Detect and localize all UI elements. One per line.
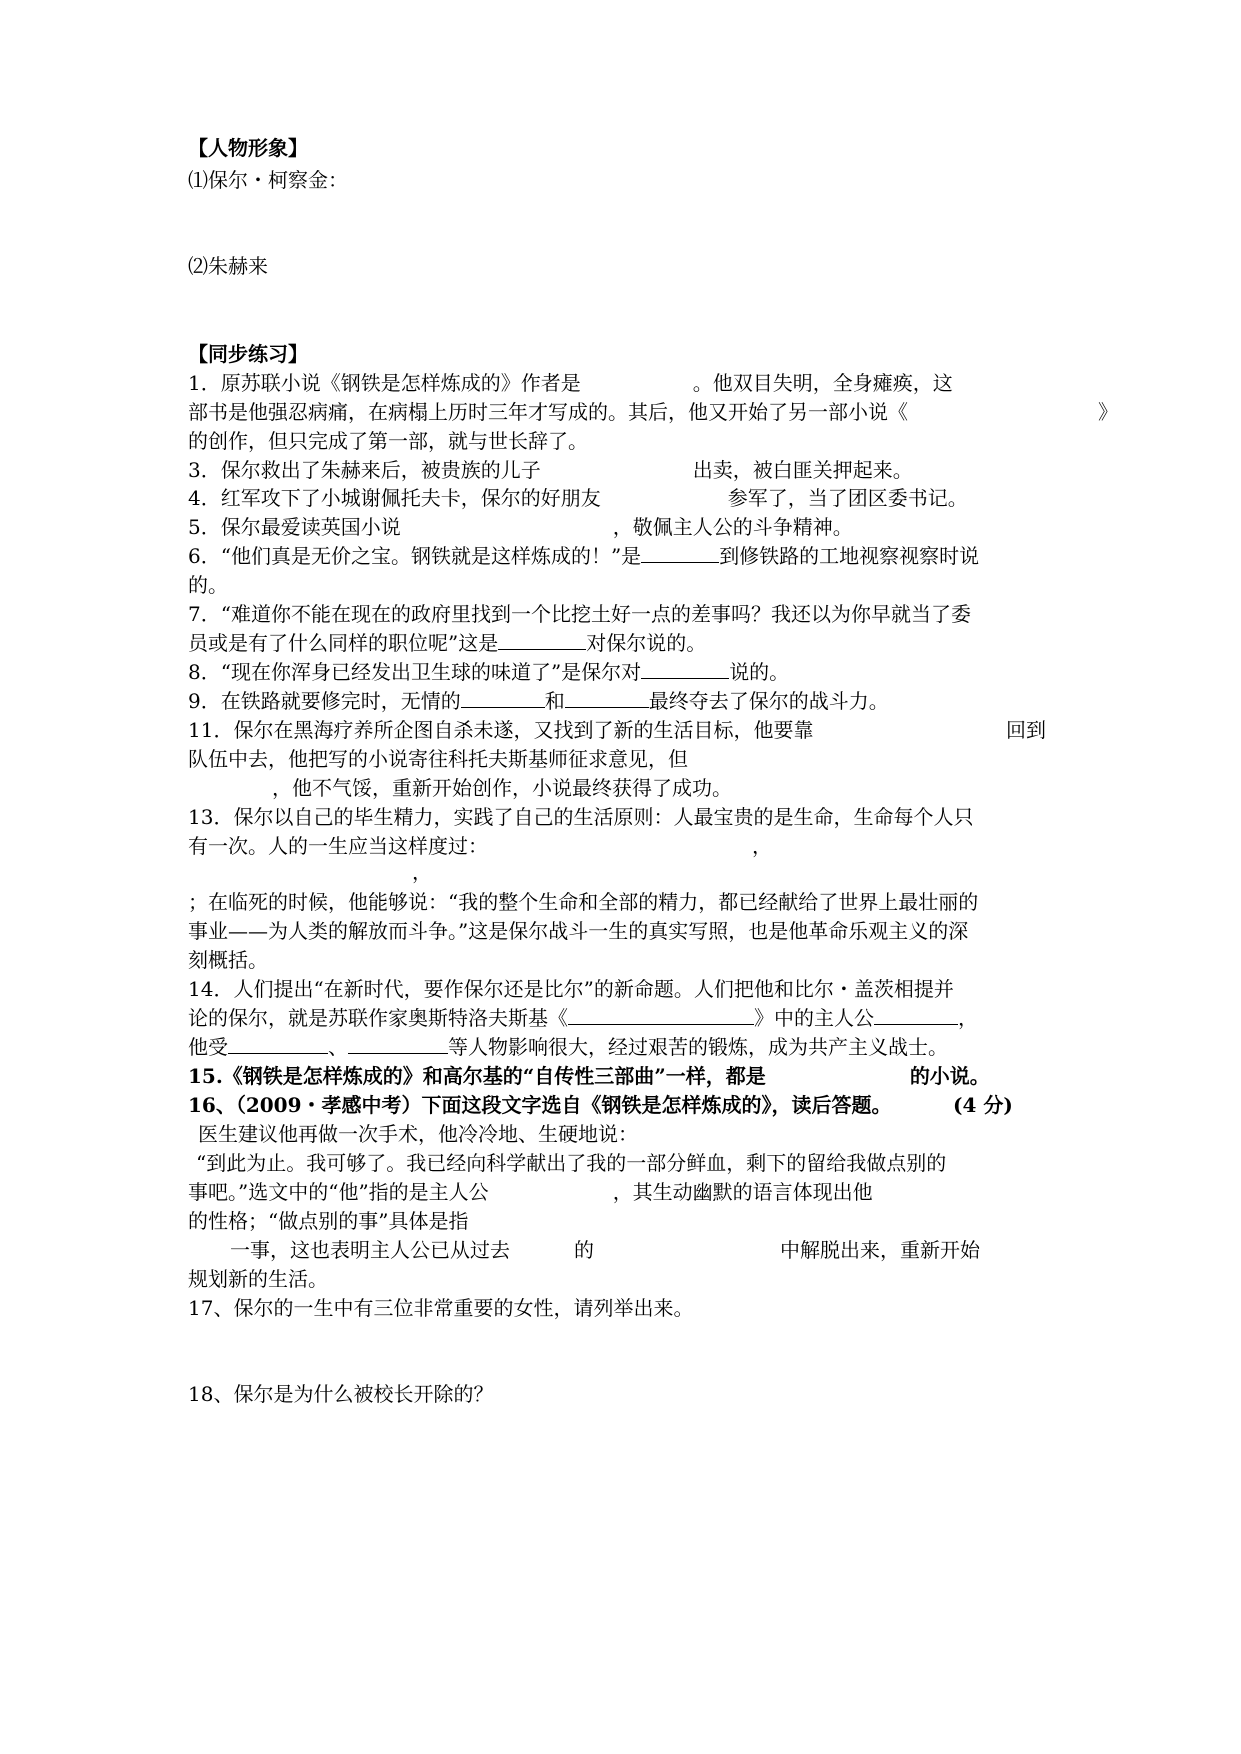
q16-score: (4 分) <box>953 1093 1013 1117</box>
practice-heading: 【同步练习】 <box>188 342 308 366</box>
q13-line5: 事业——为人类的解放而斗争。”这是保尔战斗一生的真实写照，也是他革命乐观主义的深 <box>188 919 969 943</box>
q13-line4: ；在临死的时候，他能够说：“我的整个生命和全部的精力，都已经献给了世界上最壮丽的 <box>188 890 979 914</box>
q16-line1: 16、（2009・孝感中考）下面这段文字选自《钢铁是怎样炼成的》，读后答题。 <box>188 1093 892 1117</box>
q7-line1: 7．“难道你不能在现在的政府里找到一个比挖土好一点的差事吗？我还以为你早就当了委 <box>188 602 971 626</box>
q3-line: 3．保尔救出了朱赫来后，被贵族的儿子 出卖，被白匪关押起来。 <box>188 458 913 482</box>
answer-blank[interactable] <box>228 1035 328 1054</box>
q13-line1: 13．保尔以自己的毕生精力，实践了自己的生活原则：人最宝贵的是生命，生命每个人只 <box>188 805 974 829</box>
answer-blank[interactable] <box>568 1006 754 1025</box>
character-zhuhelai-label: ⑵朱赫来 <box>188 254 268 278</box>
answer-blank[interactable] <box>461 689 545 708</box>
q13-comma-1: ， <box>752 834 772 858</box>
q16-line3: “到此为止。我可够了。我已经向科学献出了我的一部分鲜血，剩下的留给我做点别的 <box>196 1151 947 1175</box>
q6-line1: 6．“他们真是无价之宝。钢铁就是这样炼成的！”是 到修铁路的工地视察视察时说 <box>188 544 980 568</box>
q16-line5: 的性格；“做点别的事”具体是指 <box>188 1209 469 1233</box>
character-paul-label: ⑴保尔・柯察金： <box>188 168 348 192</box>
q1-line3: 的创作，但只完成了第一部，就与世长辞了。 <box>188 429 588 453</box>
q16-line6: 一事，这也表明主人公已从过去 的 中解脱出来，重新开始 <box>230 1238 980 1262</box>
q1-line2: 部书是他强忍病痛，在病榻上历时三年才写成的。其后，他又开始了另一部小说《 <box>188 400 908 424</box>
q16-line2: 医生建议他再做一次手术，他冷冷地、生硬地说： <box>198 1122 638 1146</box>
q13-line6: 刻概括。 <box>188 948 268 972</box>
q7-line2: 员或是有了什么同样的职位呢”这是 对保尔说的。 <box>188 631 707 655</box>
q17-line: 17、保尔的一生中有三位非常重要的女性，请列举出来。 <box>188 1296 694 1320</box>
q6-line2: 的。 <box>188 573 228 597</box>
q13-line2: 有一次。人的一生应当这样度过： <box>188 834 488 858</box>
q14-line3: 他受 、 等人物影响很大，经过艰苦的锻炼，成为共产主义战士。 <box>188 1035 948 1059</box>
q1-close-bracket: 》 <box>1098 400 1118 424</box>
answer-blank[interactable] <box>874 1006 958 1025</box>
q13-comma-2: ， <box>412 860 432 884</box>
q8-line: 8．“现在你浑身已经发出卫生球的味道了”是保尔对 说的。 <box>188 660 790 684</box>
q16-line7: 规划新的生活。 <box>188 1267 328 1291</box>
q11-line2: 队伍中去，他把写的小说寄往科托夫斯基师征求意见，但 <box>188 747 688 771</box>
q11-line1-end: 回到 <box>1006 718 1046 742</box>
q5-line: 5．保尔最爱读英国小说 ，敬佩主人公的斗争精神。 <box>188 515 853 539</box>
q11-line1: 11．保尔在黑海疗养所企图自杀未遂，又找到了新的生活目标，他要靠 <box>188 718 814 742</box>
q9-line: 9．在铁路就要修完时，无情的 和 最终夺去了保尔的战斗力。 <box>188 689 889 713</box>
answer-blank[interactable] <box>348 1035 448 1054</box>
answer-blank[interactable] <box>498 631 586 650</box>
q18-line: 18、保尔是为什么被校长开除的？ <box>188 1382 494 1406</box>
q14-line1: 14．人们提出“在新时代，要作保尔还是比尔”的新命题。人们把他和比尔・盖茨相提并 <box>188 977 954 1001</box>
q1-line1: 1．原苏联小说《钢铁是怎样炼成的》作者是 。他双目失明，全身瘫痪，这 <box>188 371 953 395</box>
q14-line2: 论的保尔，就是苏联作家奥斯特洛夫斯基《 》中的主人公 ， <box>188 1006 978 1030</box>
q11-line3: ，他不气馁，重新开始创作，小说最终获得了成功。 <box>272 776 732 800</box>
answer-blank[interactable] <box>641 544 719 563</box>
q15-line: 15.《钢铁是怎样炼成的》和高尔基的“自传性三部曲”一样，都是 的小说。 <box>188 1064 990 1088</box>
q16-line4: 事吧。”选文中的“他”指的是主人公 ，其生动幽默的语言体现出他 <box>188 1180 873 1204</box>
q4-line: 4．红军攻下了小城谢佩托夫卡，保尔的好朋友 参军了，当了团区委书记。 <box>188 486 968 510</box>
answer-blank[interactable] <box>565 689 649 708</box>
answer-blank[interactable] <box>641 660 729 679</box>
characters-heading: 【人物形象】 <box>188 136 308 160</box>
